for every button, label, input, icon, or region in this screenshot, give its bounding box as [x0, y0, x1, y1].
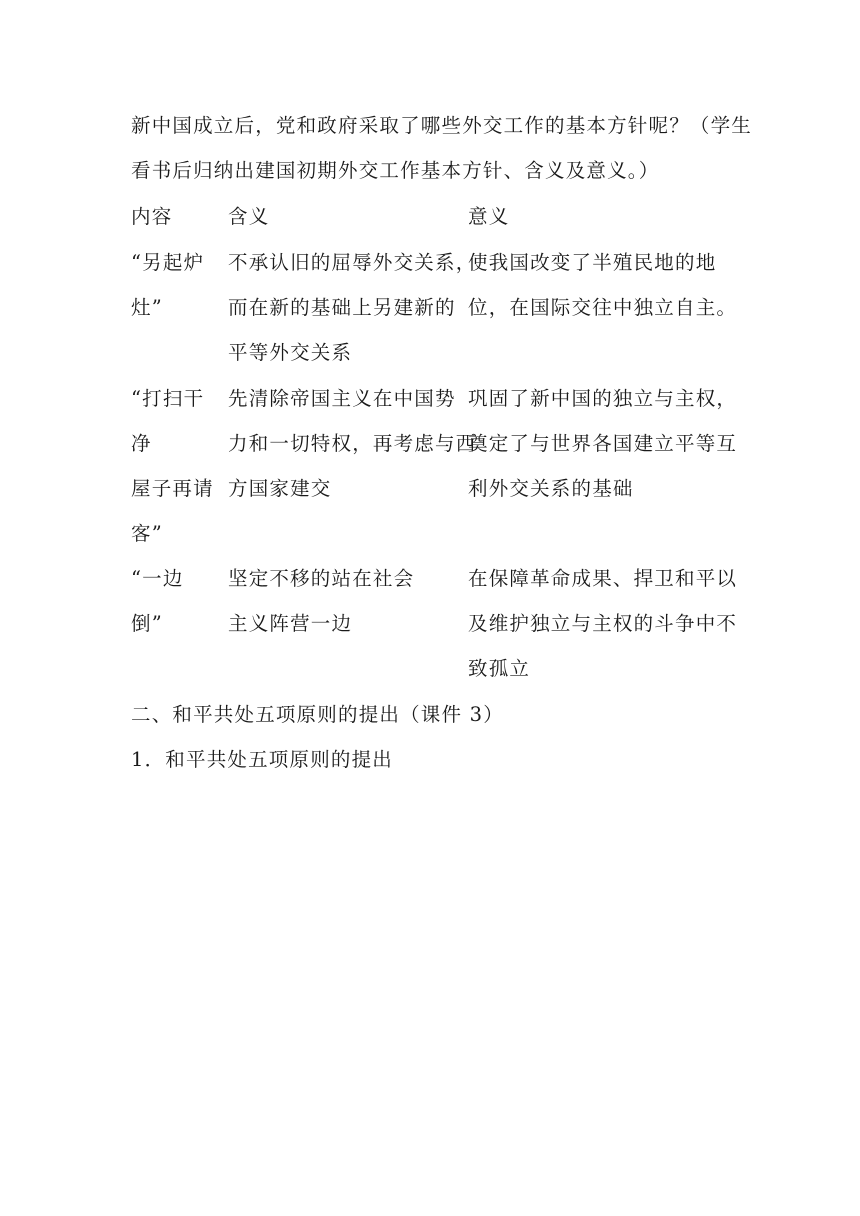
row2-content-line4: 客” — [131, 522, 163, 545]
row1-significance-line2: 位，在国际交往中独立自主。 — [468, 296, 738, 319]
row3-content-line1: “一边 — [131, 567, 184, 590]
section2-item1: 1．和平共处五项原则的提出 — [131, 748, 394, 771]
row3-significance-line3: 致孤立 — [468, 657, 531, 680]
row1-meaning-line1: 不承认旧的屈辱外交关系， — [228, 251, 477, 274]
row1-content-line2: 灶” — [131, 296, 163, 319]
row2-meaning-line1: 先清除帝国主义在中国势 — [228, 387, 456, 410]
row2-significance-line3: 利外交关系的基础 — [468, 477, 634, 500]
table-header-significance: 意义 — [468, 205, 510, 228]
table-header-meaning: 含义 — [228, 205, 270, 228]
section2-title: 二、和平共处五项原则的提出（课件 3） — [131, 703, 504, 726]
row2-content-line1: “打扫干 — [131, 387, 205, 410]
row3-meaning-line1: 坚定不移的站在社会 — [228, 567, 415, 590]
row2-significance-line2: 奠定了与世界各国建立平等互 — [468, 432, 738, 455]
row3-significance-line2: 及维护独立与主权的斗争中不 — [468, 612, 738, 635]
row1-meaning-line3: 平等外交关系 — [228, 341, 353, 364]
intro-line-2: 看书后归纳出建国初期外交工作基本方针、含义及意义。） — [131, 159, 660, 182]
row2-content-line2: 净 — [131, 432, 152, 455]
row1-significance-line1: 使我国改变了半殖民地的地 — [468, 251, 717, 274]
row2-significance-line1: 巩固了新中国的独立与主权， — [468, 387, 738, 410]
row3-meaning-line2: 主义阵营一边 — [228, 612, 353, 635]
row3-content-line2: 倒” — [131, 612, 163, 635]
row2-meaning-line3: 方国家建交 — [228, 477, 332, 500]
row1-meaning-line2: 而在新的基础上另建新的 — [228, 296, 456, 319]
intro-line-1: 新中国成立后，党和政府采取了哪些外交工作的基本方针呢？（学生 — [131, 114, 753, 137]
table-header-content: 内容 — [131, 205, 173, 228]
row2-content-line3: 屋子再请 — [131, 477, 214, 500]
row2-meaning-line2: 力和一切特权，再考虑与西 — [228, 432, 477, 455]
row3-significance-line1: 在保障革命成果、捍卫和平以 — [468, 567, 738, 590]
row1-content-line1: “另起炉 — [131, 251, 205, 274]
